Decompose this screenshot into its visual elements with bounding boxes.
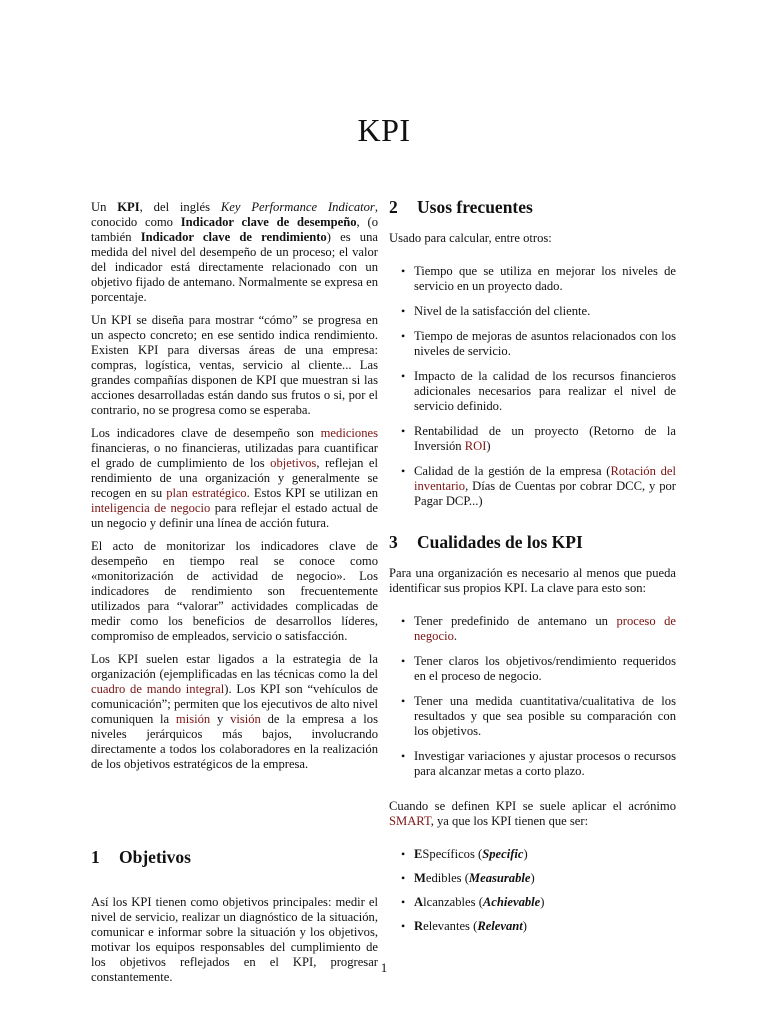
section-3-intro: Para una organización es necesario al menos que pueda identificar sus propios KPI. La clave para esto son: <box>389 566 676 595</box>
bold-italic-text: Specific <box>482 847 524 861</box>
section-number: 3 <box>389 532 398 552</box>
bold-text: M <box>414 871 426 885</box>
link-rotación-del-inventario[interactable]: Rotación del inventario <box>414 464 676 493</box>
link-cuadro-de-mando-integral[interactable]: cuadro de mando integral <box>91 682 225 696</box>
link-misión[interactable]: misión <box>175 712 211 726</box>
intro-paragraph-3: Los indicadores clave de desempeño son mediciones financieras, o no financieras, utilizadas para cuantificar el grado de cumplimiento de los objetivos, reflejan el rendimiento de una organización y generalmente se recogen en su plan estratégico. Estos KPI se utilizan en inteligencia de negocio para reflejar el estado actual de un negocio y definir una línea de acción futura. <box>91 426 379 530</box>
section-2-list <box>389 264 676 509</box>
intro-paragraph-4: El acto de monitorizar los indicadores clave de desempeño en tiempo real se conoce como «monitorización de actividad de negocio». Los indicadores de rendimiento son frecuentemente utilizados para “valorar” actividades complicadas de medir como los beneficios de desarrollos líderes, compromiso de empleados, servicio o satisfacción. <box>91 539 378 643</box>
section-1-heading <box>91 847 378 867</box>
list-item: • Medibles (Measurable) <box>389 871 676 886</box>
bold-text: Indicador clave de rendimiento <box>140 230 327 244</box>
smart-list <box>389 847 676 934</box>
left-column <box>91 200 378 993</box>
page-number: 1 <box>380 960 388 975</box>
bold-italic-text: Measurable <box>468 871 531 885</box>
bold-italic-text: Achievable <box>482 895 541 909</box>
section-title: Objetivos <box>119 847 191 867</box>
link-proceso-de-negocio[interactable]: proceso de negocio <box>414 614 676 643</box>
intro-paragraph-5: Los KPI suelen estar ligados a la estrategia de la organización (ejemplificadas en las técnicas como la del cuadro de mando integral). Los KPI son “vehículos de comunicación”; permiten que los ejecutivos de alto nivel comuniquen la misión y visión de la empresa a los niveles jerárquicos más bajos, involucrando directamente a todos los colaboradores en la realización de los objetivos estratégicos de la empresa. <box>91 652 378 771</box>
link-roi[interactable]: ROI <box>464 439 487 453</box>
link-inteligencia-de-negocio[interactable]: inteligencia de negocio <box>91 501 211 515</box>
section-2-intro: Usado para calcular, entre otros: <box>389 231 552 245</box>
bold-text: E <box>414 847 423 861</box>
section-2-heading <box>389 197 676 217</box>
list-item: • Impacto de la calidad de los recursos financieros adicionales necesarios para realizar el nivel de servicio definido. <box>389 369 676 414</box>
bold-italic-text: Relevant <box>477 919 523 933</box>
bold-text: R <box>414 919 424 933</box>
italic-text: Key Performance Indicator <box>220 200 375 214</box>
link-smart[interactable]: SMART <box>389 814 431 828</box>
list-item: • Tiempo de mejoras de asuntos relacionados con los niveles de servicio. <box>389 329 676 359</box>
list-item: • Nivel de la satisfacción del cliente. <box>389 304 676 319</box>
section-number: 1 <box>91 847 100 867</box>
link-visión[interactable]: visión <box>230 712 261 726</box>
list-item: • Tiempo que se utiliza en mejorar los niveles de servicio en un proyecto dado. <box>389 264 676 294</box>
section-number: 2 <box>389 197 398 217</box>
section-3-list <box>389 614 676 779</box>
section-title: Cualidades de los KPI <box>417 532 583 552</box>
list-item: • Alcanzables (Achievable) <box>389 895 676 910</box>
list-item: • Relevantes (Relevant) <box>389 919 676 934</box>
section-1-body: Así los KPI tienen como objetivos principales: medir el nivel de servicio, realizar un diagnóstico de la situación, comunicar e informar sobre la situación y los objetivos, motivar los equipos responsables del cumplimiento de los objetivos reflejados en el KPI, progresar constantemente. <box>91 895 378 984</box>
bold-text: KPI <box>117 200 140 214</box>
list-item: • Rentabilidad de un proyecto (Retorno de la Inversión ROI) <box>389 424 676 454</box>
section-title: Usos frecuentes <box>417 197 533 217</box>
link-plan-estratégico[interactable]: plan estratégico <box>166 486 247 500</box>
list-item: • ESpecíficos (Specific) <box>389 847 676 862</box>
intro-paragraph-2: Un KPI se diseña para mostrar “cómo” se progresa en un aspecto concreto; en ese sentido indica rendimiento. Existen KPI para diversas áreas de una empresa: compras, logística, ventas, servicio al cliente... Las grandes compañías disponen de KPI que muestran si las acciones desarrolladas están dando sus frutos o si, por el contrario, no se progresa como se esperaba. <box>91 313 378 417</box>
list-item: • Investigar variaciones y ajustar procesos o recursos para alcanzar metas a corto plazo. <box>389 749 676 779</box>
list-item: • Tener predefinido de antemano un proceso de negocio. <box>389 614 676 644</box>
intro-paragraph-1: Un KPI, del inglés Key Performance Indicator, conocido como Indicador clave de desempeño, (o también Indicador clave de rendimiento) es una medida del nivel del desempeño de un proceso; el valor del indicador está directamente relacionado con un objetivo fijado de antemano. Normalmente se expresa en porcentaje. <box>91 200 378 304</box>
link-mediciones[interactable]: mediciones <box>320 426 378 440</box>
bold-text: A <box>414 895 424 909</box>
link-objetivos[interactable]: objetivos <box>270 456 317 470</box>
list-item: • Calidad de la gestión de la empresa (Rotación del inventario, Días de Cuentas por cobrar DCC, y por Pagar DCP...) <box>389 464 676 509</box>
bold-text: Indicador clave de desempeño <box>180 215 357 229</box>
list-item: • Tener una medida cuantitativa/cualitativa de los resultados y que sea posible su comparación con los objetivos. <box>389 694 676 739</box>
list-item: • Tener claros los objetivos/rendimiento requeridos en el proceso de negocio. <box>389 654 676 684</box>
document-title: KPI <box>357 112 411 148</box>
section-3-heading <box>389 532 676 552</box>
smart-intro: Cuando se definen KPI se suele aplicar el acrónimo SMART, ya que los KPI tienen que ser: <box>389 799 676 828</box>
right-column <box>389 197 676 943</box>
